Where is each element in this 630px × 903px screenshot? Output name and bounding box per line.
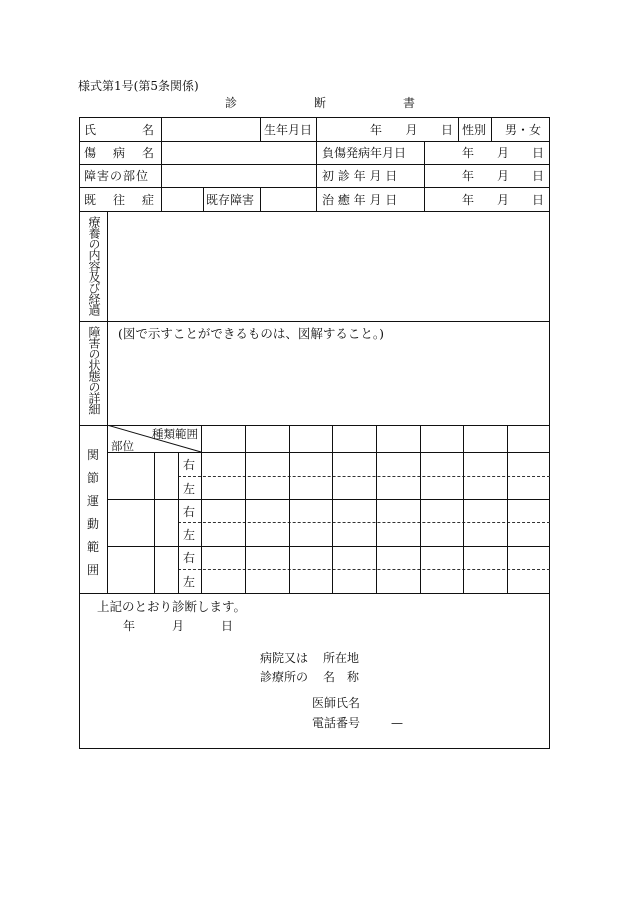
row-divider bbox=[79, 321, 550, 322]
joint-header-type: 種類範囲 bbox=[152, 427, 198, 441]
title-char: 断 bbox=[313, 96, 326, 110]
disability-site-field[interactable] bbox=[162, 165, 315, 187]
existing-disability-field[interactable] bbox=[261, 188, 315, 210]
date-part: 年 bbox=[370, 123, 383, 137]
row-divider bbox=[79, 211, 550, 212]
joint-column-divider bbox=[289, 425, 290, 593]
date-part: 日 bbox=[531, 146, 544, 160]
label-char: 運 bbox=[86, 494, 99, 508]
joint-header-part: 部位 bbox=[111, 439, 134, 453]
label-char: 関 bbox=[86, 448, 99, 462]
label-char: 節 bbox=[86, 471, 99, 485]
label-char: 既 bbox=[84, 193, 97, 207]
medical-history-field[interactable] bbox=[162, 188, 202, 210]
joint-column-divider bbox=[376, 425, 377, 593]
label-char: 囲 bbox=[86, 563, 99, 577]
phone-dash: — bbox=[391, 716, 403, 730]
side-right-label: 右 bbox=[183, 551, 196, 565]
joint-column-divider bbox=[178, 452, 179, 593]
column-divider bbox=[424, 141, 425, 211]
disability-site-label: 障害の部位 bbox=[84, 169, 150, 183]
joint-column-divider bbox=[420, 425, 421, 593]
disease-name-label bbox=[84, 146, 154, 160]
date-part: 月 bbox=[496, 193, 509, 207]
column-divider bbox=[491, 117, 492, 141]
joint-group-divider bbox=[107, 546, 550, 547]
address-label: 所在地 bbox=[323, 651, 360, 665]
date-part: 年 bbox=[462, 169, 475, 183]
hospital-label-line2: 診療所の bbox=[260, 670, 309, 684]
column-divider bbox=[260, 117, 261, 141]
column-divider bbox=[203, 187, 204, 211]
facility-name-label: 名 称 bbox=[323, 670, 360, 684]
condition-label: 障害の状態の詳細 bbox=[87, 326, 101, 414]
joint-side-divider bbox=[178, 476, 550, 477]
date-part: 日 bbox=[531, 193, 544, 207]
injury-onset-date-field[interactable] bbox=[462, 146, 544, 160]
title-char: 書 bbox=[402, 96, 415, 110]
joint-column-divider bbox=[245, 425, 246, 593]
label-char: 往 bbox=[112, 193, 125, 207]
label-char: 範 bbox=[86, 540, 99, 554]
sex-value[interactable]: 男・女 bbox=[505, 123, 542, 137]
date-part: 月 bbox=[496, 146, 509, 160]
label-char: 動 bbox=[86, 517, 99, 531]
disease-name-field[interactable] bbox=[162, 142, 315, 164]
label-char: 名 bbox=[141, 146, 154, 160]
injury-onset-date-label: 負傷発病年月日 bbox=[322, 146, 407, 160]
joint-rom-label bbox=[86, 446, 100, 578]
label-char: 症 bbox=[141, 193, 154, 207]
condition-note: (図で示すことができるものは、図解すること。) bbox=[118, 326, 385, 341]
row-divider bbox=[79, 593, 550, 594]
existing-disability-label: 既存障害 bbox=[206, 193, 255, 207]
date-part: 日 bbox=[220, 619, 233, 633]
treatment-field[interactable] bbox=[109, 213, 548, 319]
diagnosis-statement: 上記のとおり診断します。 bbox=[97, 599, 247, 614]
date-part: 年 bbox=[462, 193, 475, 207]
birth-date-field[interactable] bbox=[370, 123, 453, 137]
document-title bbox=[225, 96, 415, 110]
diagnosis-date-field[interactable] bbox=[123, 619, 233, 633]
side-right-label: 右 bbox=[183, 505, 196, 519]
hospital-label-line1: 病院又は bbox=[260, 651, 309, 665]
side-left-label: 左 bbox=[183, 575, 196, 589]
date-part: 月 bbox=[171, 619, 184, 633]
date-part: 月 bbox=[496, 169, 509, 183]
form-number: 様式第1号(第5条関係) bbox=[78, 79, 199, 93]
sex-label: 性別 bbox=[462, 123, 487, 137]
name-field[interactable] bbox=[162, 118, 259, 140]
date-part: 日 bbox=[440, 123, 453, 137]
doctor-name-label: 医師氏名 bbox=[312, 696, 361, 710]
side-right-label: 右 bbox=[183, 458, 196, 472]
joint-column-divider bbox=[507, 425, 508, 593]
date-part: 月 bbox=[405, 123, 418, 137]
joint-column-divider bbox=[332, 425, 333, 593]
label-char: 氏 bbox=[84, 123, 97, 137]
title-char: 診 bbox=[225, 96, 238, 110]
phone-number-label: 電話番号 bbox=[312, 716, 361, 730]
date-part: 日 bbox=[531, 169, 544, 183]
column-divider bbox=[458, 117, 459, 141]
date-part: 年 bbox=[123, 619, 136, 633]
side-left-label: 左 bbox=[183, 482, 196, 496]
label-char: 病 bbox=[112, 146, 125, 160]
first-visit-date-label: 初 診 年 月 日 bbox=[322, 169, 398, 183]
joint-column-divider bbox=[154, 452, 155, 593]
joint-side-divider bbox=[178, 522, 550, 523]
first-visit-date-field[interactable] bbox=[462, 169, 544, 183]
joint-group-divider bbox=[107, 499, 550, 500]
label-column-divider bbox=[107, 211, 108, 593]
birth-date-label: 生年月日 bbox=[264, 123, 313, 137]
date-part: 年 bbox=[462, 146, 475, 160]
healed-date-label: 治 癒 年 月 日 bbox=[322, 193, 398, 207]
healed-date-field[interactable] bbox=[462, 193, 544, 207]
joint-side-divider bbox=[178, 569, 550, 570]
treatment-label: 療養の内容及び経過 bbox=[87, 216, 101, 315]
column-divider bbox=[316, 117, 317, 211]
label-char: 傷 bbox=[84, 146, 97, 160]
medical-history-label bbox=[84, 193, 154, 207]
joint-column-divider bbox=[463, 425, 464, 593]
name-label bbox=[84, 123, 154, 137]
condition-field[interactable] bbox=[109, 343, 548, 423]
label-char: 名 bbox=[141, 123, 154, 137]
side-left-label: 左 bbox=[183, 528, 196, 542]
